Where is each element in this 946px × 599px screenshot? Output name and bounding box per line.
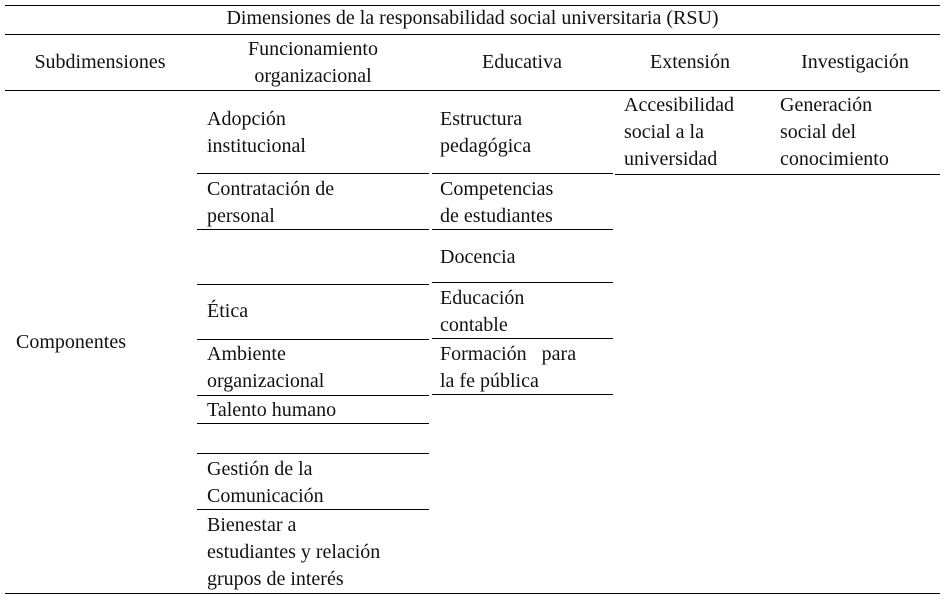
header-educativa: Educativa bbox=[482, 51, 562, 73]
func-item-bienestar-line2: estudiantes y relación bbox=[207, 541, 381, 563]
func-item-ambiente-line1: Ambiente bbox=[207, 343, 286, 365]
edu-item-docencia: Docencia bbox=[440, 246, 516, 268]
header-investigacion: Investigación bbox=[801, 51, 909, 73]
inv-item-generacion-line2: social del bbox=[780, 121, 857, 143]
edu-item-competencias-line1: Competencias bbox=[440, 178, 554, 200]
func-item-contratacion-line2: personal bbox=[207, 205, 275, 227]
func-item-adopcion-line2: institucional bbox=[207, 135, 306, 157]
func-rule-1 bbox=[197, 173, 429, 174]
header-extension: Extensión bbox=[650, 51, 730, 73]
edu-item-estructura-line1: Estructura bbox=[440, 108, 523, 130]
edu-item-competencias-line2: de estudiantes bbox=[440, 205, 553, 227]
edu-rule-2 bbox=[432, 229, 613, 230]
func-item-adopcion-line1: Adopción bbox=[207, 108, 286, 130]
func-item-gestion-line1: Gestión de la bbox=[207, 458, 313, 480]
title-rule bbox=[5, 34, 940, 35]
table-title: Dimensiones de la responsabilidad social universitaria (RSU) bbox=[226, 7, 719, 29]
ext-item-accesibilidad-line2: social a la bbox=[624, 121, 704, 143]
func-rule-5 bbox=[197, 395, 429, 396]
func-item-bienestar-line3: grupos de interés bbox=[207, 568, 344, 590]
ext-inv-rule bbox=[615, 174, 940, 175]
inv-item-generacion-line3: conocimiento bbox=[780, 148, 889, 170]
edu-item-educacion-line1: Educación bbox=[440, 287, 525, 309]
func-rule-2 bbox=[197, 229, 429, 230]
func-item-gestion-line2: Comunicación bbox=[207, 485, 324, 507]
inv-item-generacion-line1: Generación bbox=[780, 94, 873, 116]
header-funcionamiento-line2: organizacional bbox=[254, 65, 372, 87]
func-rule-3 bbox=[197, 284, 429, 285]
func-item-etica: Ética bbox=[207, 300, 249, 322]
func-rule-8 bbox=[197, 509, 429, 510]
header-subdimensiones: Subdimensiones bbox=[34, 51, 166, 73]
edu-rule-3 bbox=[432, 282, 613, 283]
func-item-ambiente-line2: organizacional bbox=[207, 370, 325, 392]
ext-item-accesibilidad-line1: Accesibilidad bbox=[624, 94, 734, 116]
edu-rule-5 bbox=[432, 394, 613, 395]
edu-rule-1 bbox=[432, 173, 613, 174]
header-funcionamiento-line1: Funcionamiento bbox=[248, 38, 378, 60]
func-rule-7 bbox=[197, 453, 429, 454]
edu-rule-4 bbox=[432, 338, 613, 339]
edu-item-estructura-line2: pedagógica bbox=[440, 135, 532, 157]
bottom-rule bbox=[5, 593, 940, 594]
ext-item-accesibilidad-line3: universidad bbox=[624, 148, 718, 170]
edu-item-formacion-line1: Formación para bbox=[440, 343, 577, 365]
header-rule bbox=[5, 90, 940, 91]
func-rule-4 bbox=[197, 339, 429, 340]
func-rule-6 bbox=[197, 423, 429, 424]
edu-item-educacion-line2: contable bbox=[440, 314, 508, 336]
func-item-contratacion-line1: Contratación de bbox=[207, 178, 335, 200]
row-label-componentes: Componentes bbox=[16, 331, 126, 353]
func-item-bienestar-line1: Bienestar a bbox=[207, 514, 297, 536]
edu-item-formacion-line2: la fe pública bbox=[440, 370, 539, 392]
func-item-talento: Talento humano bbox=[207, 399, 337, 421]
